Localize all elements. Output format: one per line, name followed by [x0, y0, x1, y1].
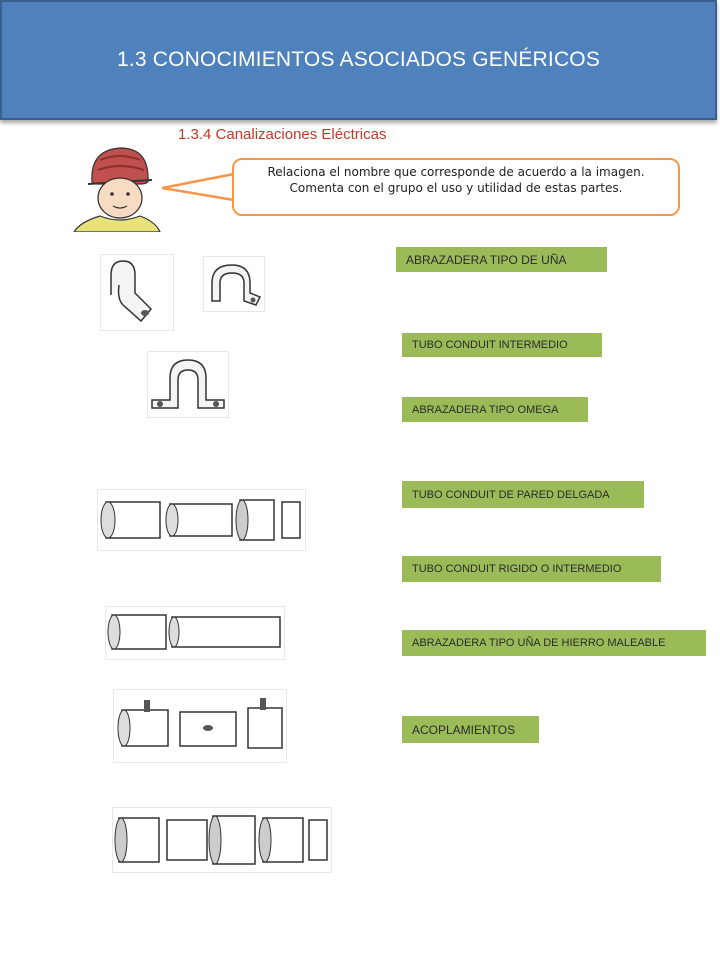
clamp-image-2 — [204, 257, 264, 311]
worker-avatar — [70, 140, 162, 232]
clamp-image-1 — [101, 255, 173, 330]
label-rigido-intermedio: TUBO CONDUIT RIGIDO O INTERMEDIO — [402, 556, 661, 582]
instruction-text: Relaciona el nombre que corresponde de acuerdo a la imagen. Comenta con el grupo el uso y utilidad de estas partes. — [267, 165, 645, 195]
header-banner — [0, 0, 717, 120]
label-pared-delgada: TUBO CONDUIT DE PARED DELGADA — [402, 481, 644, 508]
label-tubo-intermedio: TUBO CONDUIT INTERMEDIO — [402, 333, 602, 357]
label-hierro-maleable: ABRAZADERA TIPO UÑA DE HIERRO MALEABLE — [402, 630, 706, 656]
section-subtitle: 1.3.4 Canalizaciones Eléctricas — [178, 126, 387, 143]
omega-clamp-image — [148, 352, 228, 417]
speech-bubble — [232, 158, 680, 216]
fittings-image-1 — [98, 490, 305, 550]
couplings-image — [114, 690, 286, 762]
conduit-tube-image — [106, 607, 284, 659]
speech-bubble-pointer — [162, 172, 236, 202]
label-abrazadera-una: ABRAZADERA TIPO DE UÑA — [396, 247, 607, 272]
page-title: 1.3 CONOCIMIENTOS ASOCIADOS GENÉRICOS — [116, 48, 601, 71]
fittings-image-2 — [113, 808, 331, 872]
label-acoplamientos: ACOPLAMIENTOS — [402, 716, 539, 743]
label-abrazadera-omega: ABRAZADERA TIPO OMEGA — [402, 397, 588, 422]
